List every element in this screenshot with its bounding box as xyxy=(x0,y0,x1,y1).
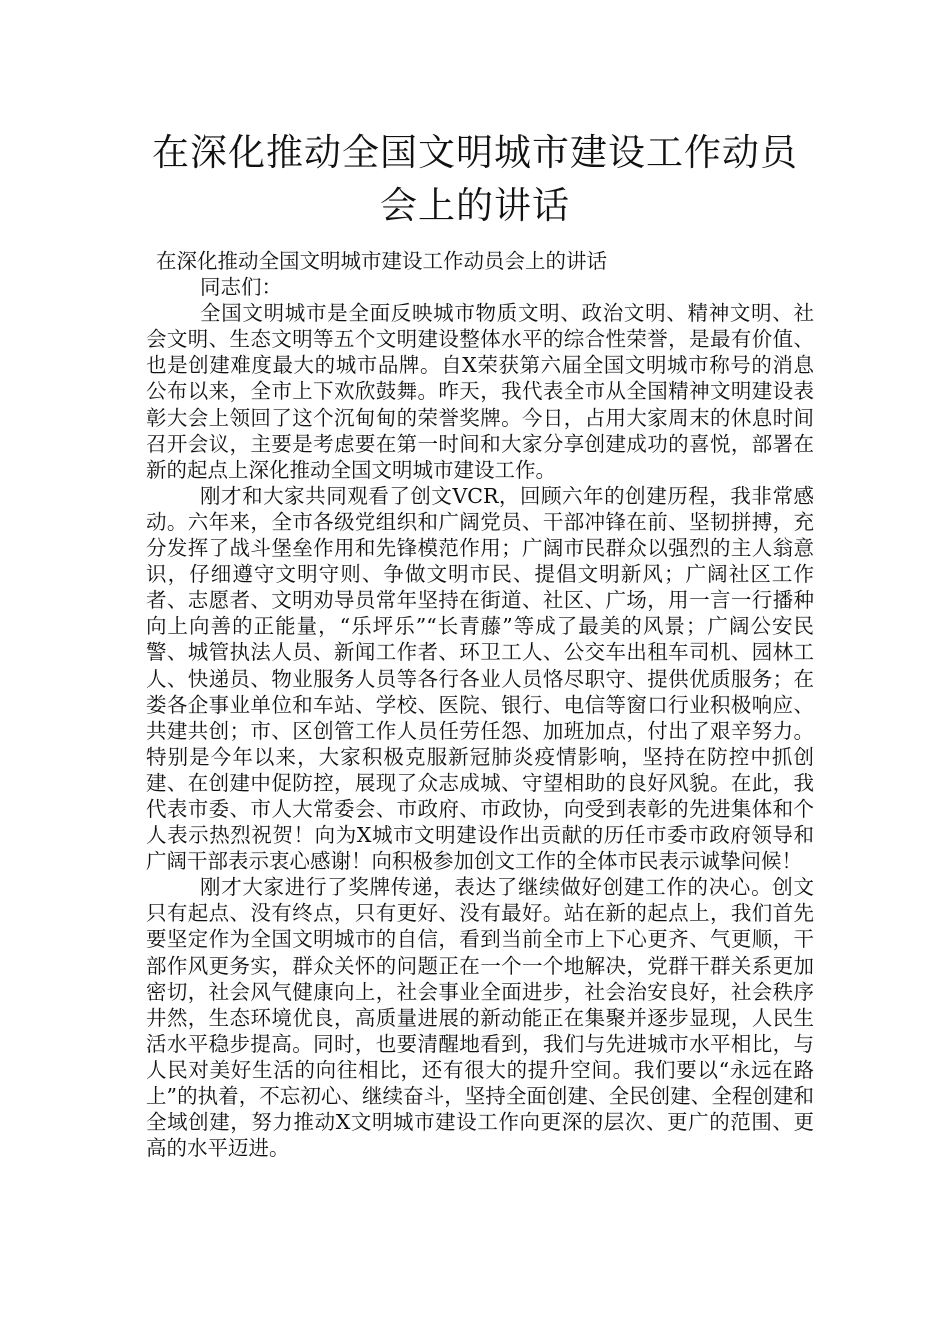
document-title: 在深化推动全国文明城市建设工作动员会上的讲话 xyxy=(152,131,798,227)
paragraph-2: 刚才和大家共同观看了创文VCR，回顾六年的创建历程，我非常感动。六年来，全市各级党组织和广阔党员、干部冲锋在前、坚韧拼搏，充分发挥了战斗堡垒作用和先锋模范作用；广阔市民群众以强烈的主人翁意识，仔细遵守文明守则、争做文明市民、提倡文明新风；广阔社区工作者、志愿者、文明劝导员常年坚持在街道、社区、广场，用一言一行播种向上向善的正能量，“乐坪乐”“长青藤”等成了最美的风景；广阔公安民警、城管执法人员、新闻工作者、环卫工人、公交车出租车司机、园林工人、快递员、物业服务人员等各行各业人员恪尽职守、提供优质服务；在娄各企事业单位和车站、学校、医院、银行、电信等窗口行业积极响应、共建共创；市、区创管工作人员任劳任怨、加班加点，付出了艰辛努力。特别是今年以来，大家积极克服新冠肺炎疫情影响，坚持在防控中抓创建、在创建中促防控，展现了众志成城、守望相助的良好风貌。在此，我代表市委、市人大常委会、市政府、市政协，向受到表彰的先进集体和个人表示热烈祝贺！向为X城市文明建设作出贡献的历任市委市政府领导和广阔干部表示衷心感谢！向积极参加创文工作的全体市民表示诚挚问候！ xyxy=(146,483,814,874)
greeting-line: 同志们： xyxy=(200,275,282,300)
paragraph-3: 刚才大家进行了奖牌传递，表达了继续做好创建工作的决心。创文只有起点、没有终点，只有更好、没有最好。站在新的起点上，我们首先要坚定作为全国文明城市的自信，看到当前全市上下心更齐、气更顺，干部作风更务实，群众关怀的问题正在一个一个地解决，党群干群关系更加密切，社会风气健康向上，社会事业全面进步，社会治安良好，社会秩序井然，生态环境优良，高质量进展的新动能正在集聚并逐步显现，人民生活水平稳步提高。同时，也要清醒地看到，我们与先进城市水平相比，与人民对美好生活的向往相比，还有很大的提升空间。我们要以“永远在路上”的执着，不忘初心、继续奋斗，坚持全面创建、全民创建、全程创建和全域创建，努力推动X文明城市建设工作向更深的层次、更广的范围、更高的水平迈进。 xyxy=(146,875,814,1161)
paragraph-1: 全国文明城市是全面反映城市物质文明、政治文明、精神文明、社会文明、生态文明等五个文明建设整体水平的综合性荣誉，是最有价值、也是创建难度最大的城市品牌。自X荣获第六届全国文明城市称号的消息公布以来，全市上下欢欣鼓舞。昨天，我代表全市从全国精神文明建设表彰大会上领回了这个沉甸甸的荣誉奖牌。今日，占用大家周末的休息时间召开会议，主要是考虑要在第一时间和大家分享创建成功的喜悦，部署在新的起点上深化推动全国文明城市建设工作。 xyxy=(146,301,814,482)
document-body xyxy=(146,248,814,1161)
document-subtitle: 在深化推动全国文明城市建设工作动员会上的讲话 xyxy=(156,249,607,273)
